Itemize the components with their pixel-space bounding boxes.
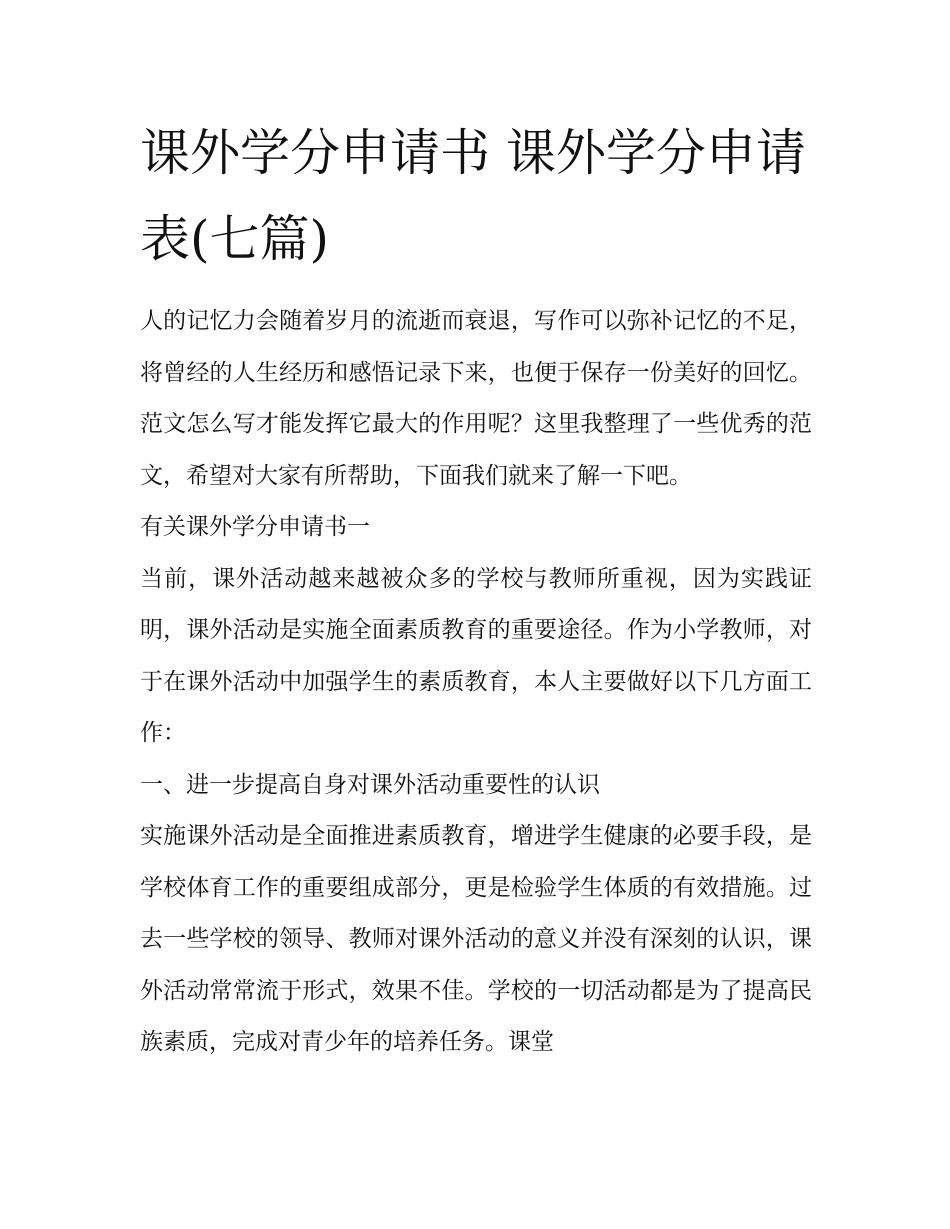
body-paragraph-2: 实施课外活动是全面推进素质教育，增进学生健康的必要手段，是学校体育工作的重要组成部分，更是检验学生体质的有效措施。过去一些学校的领导、教师对课外活动的意义并没有深刻的认识，课外活动常常流于形式，效果不佳。学校的一切活动都是为了提高民族素质，完成对青少年的培养任务。课堂 bbox=[140, 823, 812, 1055]
body-paragraph-1: 当前，课外活动越来越被众多的学校与教师所重视，因为实践证明，课外活动是实施全面素质教育的重要途径。作为小学教师，对于在课外活动中加强学生的素质教育，本人主要做好以下几方面工作： bbox=[140, 565, 812, 746]
section-heading-1: 有关课外学分申请书一 bbox=[140, 514, 370, 540]
document-title: 课外学分申请书 课外学分申请表(七篇) bbox=[140, 124, 806, 268]
subsection-heading-1: 一、进一步提高自身对课外活动重要性的认识 bbox=[140, 771, 600, 798]
intro-paragraph: 人的记忆力会随着岁月的流逝而衰退，写作可以弥补记忆的不足，将曾经的人生经历和感悟记录下来，也便于保存一份美好的回忆。范文怎么写才能发挥它最大的作用呢？这里我整理了一些优秀的范文，希望对大家有所帮助，下面我们就来了解一下吧。 bbox=[140, 308, 812, 489]
document-page bbox=[140, 110, 812, 1069]
